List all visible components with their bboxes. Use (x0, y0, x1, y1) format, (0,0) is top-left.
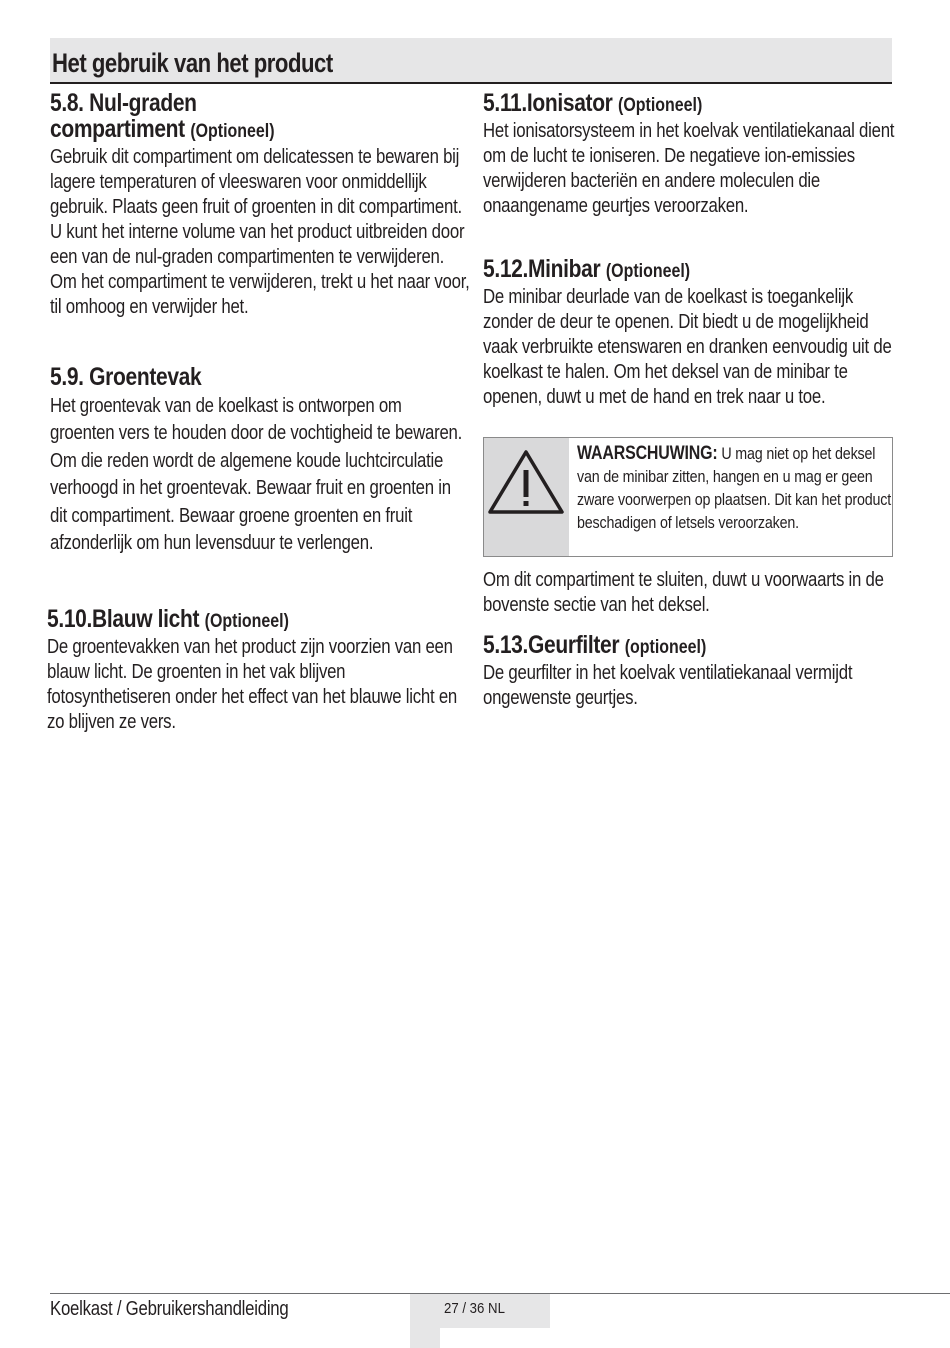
section-5-8-title-line2 (50, 116, 403, 145)
section-5-8-title-word: compartiment (50, 115, 185, 143)
section-5-9-body: Het groentevak van de koelkast is ontworpen om groenten vers te houden door de vochtigheid te bewaren. Om die reden wordt de algemene koude luchtcirculatie verhoogd in het groentevak. Bewaar fruit en groenten in dit compartiment. Bewaar groene groenten en fruit afzonderlijk om hun levensduur te verlengen. (50, 395, 463, 555)
section-5-9-title: 5.9. Groentevak (50, 363, 202, 391)
warning-message: U mag niet op het deksel van de minibar zitten, hangen en u mag er geen zware voorwerpen op plaatsen. Dit kan het product beschadigen of letsels veroorzaken. (577, 444, 892, 532)
section-5-10-body: De groentevakken van het product zijn voorzien van een blauw licht. De groenten in het vak blijven fotosynthetiseren onder het effect van het blauwe licht en zo blijven ze vers. (47, 636, 458, 733)
section-5-8-title-line1: 5.8. Nul-graden (50, 89, 197, 117)
section-5-11-optional: (Optioneel) (618, 95, 703, 116)
footer-document-title: Koelkast / Gebruikershandleiding (50, 1298, 289, 1320)
section-5-12-continued (483, 568, 893, 618)
section-5-9 (50, 364, 470, 557)
footer-tab (410, 1328, 440, 1348)
section-5-8-body: Gebruik dit compartiment om delicatessen te bewaren bij lagere temperaturen of vleeswaren voor onmiddellijk gebruik. Plaats geen fruit of groenten in dit compartiment. U kunt het interne volume van het product uitbreiden door een van de nul-graden compartimenten te verwijderen. Om het compartiment te verwijderen, trekt u het naar voor, til omhoog en verwijder het. (50, 146, 470, 318)
section-5-12-body: De minibar deurlade van de koelkast is toegankelijk zonder de deur te openen. Dit biedt u de mogelijkheid vaak verbruikte etenswaren en dranken eenvoudig uit de koelkast te halen. Om het deksel van de minibar te openen, duwt u met de hand en trek naar u toe. (483, 286, 892, 408)
section-5-13 (483, 632, 893, 711)
page-header (50, 38, 892, 84)
section-5-8-optional: (Optioneel) (190, 121, 275, 142)
section-5-10-optional: (Optioneel) (204, 611, 289, 632)
section-5-12-title (483, 256, 827, 285)
section-5-11-title-text: 5.11.Ionisator (483, 89, 613, 117)
section-5-10-title (47, 606, 400, 635)
section-5-12 (483, 256, 893, 410)
warning-icon-cell (484, 438, 569, 556)
section-5-12-after-warning: Om dit compartiment te sluiten, duwt u voorwaarts in de bovenste sectie van het deksel. (483, 569, 884, 616)
warning-label: WAARSCHUWING: (577, 443, 718, 464)
section-5-13-optional: (optioneel) (624, 637, 707, 658)
section-5-8 (50, 90, 470, 320)
section-5-10-title-text: 5.10.Blauw licht (47, 605, 200, 633)
warning-triangle-icon (484, 438, 569, 556)
warning-text (577, 442, 896, 534)
section-5-13-title-text: 5.13.Geurfilter (483, 631, 620, 659)
section-5-12-optional: (Optioneel) (605, 261, 691, 282)
warning-box (483, 437, 893, 557)
section-5-11-body: Het ionisatorsysteem in het koelvak ventilatiekanaal dient om de lucht te ioniseren. De negatieve ion-emissies verwijderen bacteriën en andere moleculen die onaangename geurtjes veroorzaken. (483, 120, 895, 217)
section-5-11-title (483, 90, 827, 119)
section-5-11 (483, 90, 893, 219)
footer-page-number: 27 / 36 NL (444, 1300, 505, 1317)
page-header-title: Het gebruik van het product (52, 48, 333, 78)
section-5-13-title (483, 632, 827, 661)
section-5-13-body: De geurfilter in het koelvak ventilatiekanaal vermijdt ongewenste geurtjes. (483, 662, 853, 709)
footer-page-box (410, 1294, 550, 1328)
section-5-10 (47, 606, 467, 735)
section-5-12-title-text: 5.12.Minibar (483, 255, 601, 283)
